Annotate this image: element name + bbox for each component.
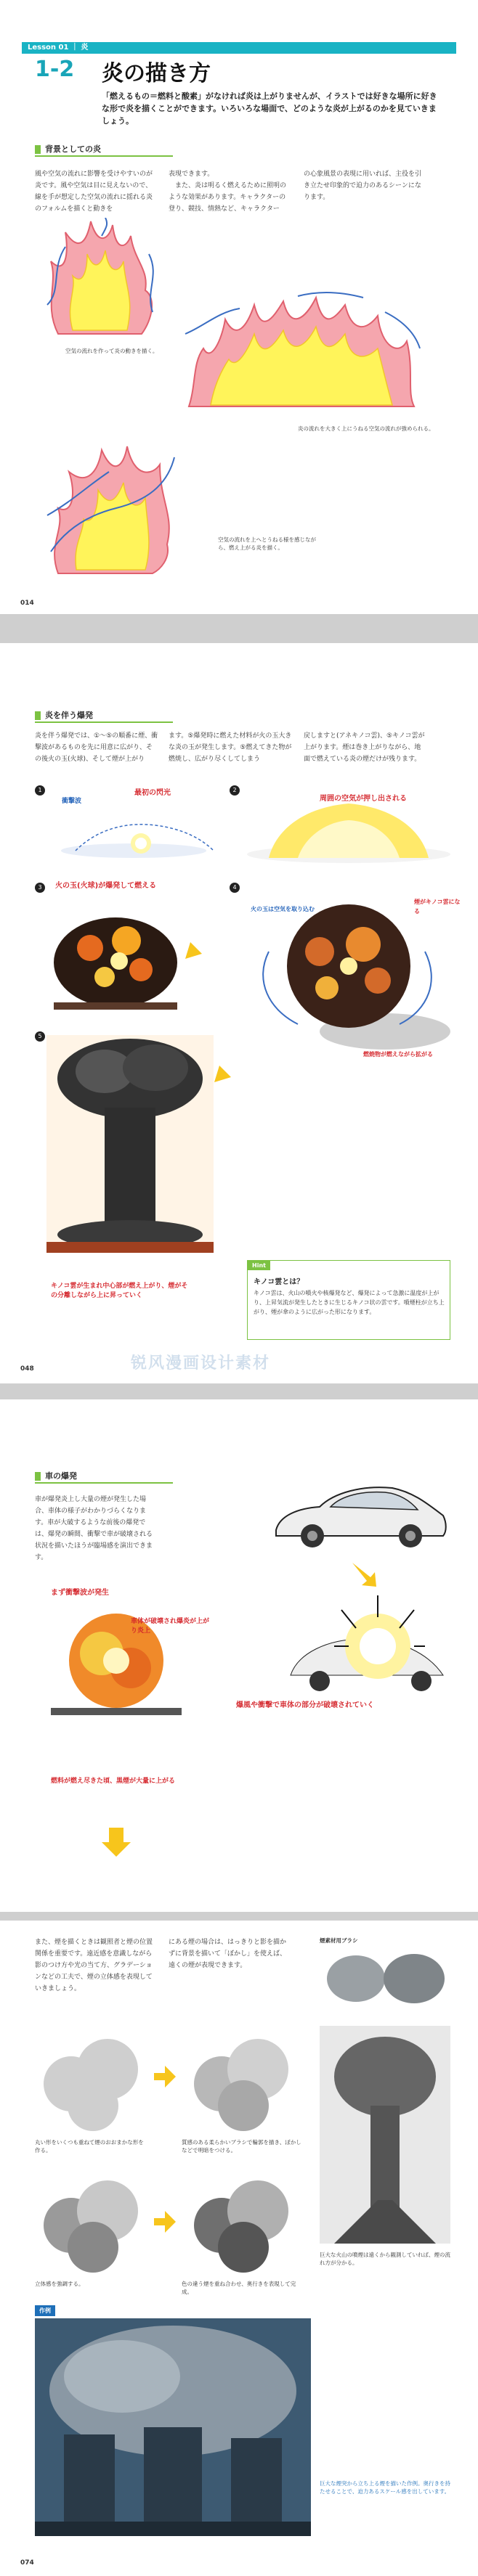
hint-box bbox=[247, 1260, 450, 1340]
brush-label: 煙素材用ブラシ bbox=[320, 1937, 358, 1944]
page-separator bbox=[0, 1383, 478, 1399]
explosion-step-3-fireball bbox=[46, 904, 185, 1013]
hint-heading: キノコ雲とは？ bbox=[254, 1278, 304, 1286]
hint-tag: Hint bbox=[248, 1261, 270, 1270]
car-explosion-step-1 bbox=[269, 1588, 458, 1697]
page-number: 048 bbox=[20, 1365, 34, 1373]
example-illustration bbox=[35, 2318, 311, 2536]
page-074 bbox=[0, 1921, 478, 2576]
section-heading: 炎を伴う爆発 bbox=[35, 708, 173, 723]
step-1-marker: 1 bbox=[35, 785, 45, 796]
page-014 bbox=[0, 0, 478, 614]
caption-2: 炎の流れを大きく上にうねる空気の流れが強められる。 bbox=[298, 425, 434, 432]
step-4-marker: 4 bbox=[230, 883, 240, 893]
step-3-marker: 3 bbox=[35, 883, 45, 893]
brush-sample bbox=[320, 1950, 450, 2008]
watermark: 锐风漫画设计素材 bbox=[131, 1354, 271, 1373]
lesson-bar: Lesson 01 ｜ 炎 bbox=[22, 42, 456, 54]
smoke-caption-4: 色の違う煙を重ね合わせ、奥行きを表現して完成。 bbox=[182, 2281, 296, 2295]
body-column-2: にある煙の場合は、はっきりと影を描かずに背景を描いて「ぼかし」を使えば、遠くの煙が表現できます。 bbox=[169, 1939, 287, 1969]
smoke-step-1 bbox=[35, 2026, 151, 2135]
arrow-icon bbox=[154, 2211, 176, 2233]
body-column-2: 表現できます。 また、炎は明るく燃えるために照明のような効果があります。キャラクターの登り、競技、情熱など、キャラクター bbox=[169, 171, 287, 213]
flame-illustration-2 bbox=[182, 290, 421, 414]
arrow-icon bbox=[182, 926, 225, 962]
page-car-explosion bbox=[0, 1399, 478, 1912]
hint-text: キノコ雲は、火山の噴火や核爆発など、爆発によって急激に温度が上がり、上昇気流が発生したときに生じるキノコ状の雲です。噴煙柱が立ち上がり、煙が傘のように広がった形になります。 bbox=[254, 1290, 445, 1315]
example-caption: 巨大な煙突から立ち上る煙を描いた作例。奥行きを持たせることで、迫力あるスケール感を出しています。 bbox=[320, 2480, 450, 2495]
body-column-3: 戻しますと(アネキノコ雲)、⑤キノコ雲が上がります。煙は巻き上がりながら、地面で燃えている炎の煙だけが残ります。 bbox=[304, 732, 425, 763]
explosion-step-4-mushroom bbox=[240, 894, 450, 1053]
lead-text: 「燃えるもの＝燃料と酸素」がなければ炎は上がりませんが、イラストでは好きな場所に好きな形で炎を描くことができます。いろいろな場面で、どのような炎が上がるのかを見ていきましょう。 bbox=[102, 91, 437, 126]
note-car-destroyed: 爆風や衝撃で車体の部分が破壊されていく bbox=[236, 1701, 374, 1709]
arrow-icon bbox=[211, 1050, 254, 1086]
page-separator bbox=[0, 614, 478, 643]
note-burning-spread: 燃焼物が燃えながら拡がる bbox=[363, 1051, 433, 1058]
body-column-1: また、煙を描くときは観照者と煙の位置関係を重要です。遠近感を意識しながら影のつけ方や光の当て方、グラデーションなどの工夫で、煙の立体感を表現していきましょう。 bbox=[35, 1939, 153, 1992]
arrow-icon bbox=[102, 1828, 131, 1857]
caption-1: 空気の流れを作って炎の動きを描く。 bbox=[65, 348, 158, 354]
note-shockwave: まず衝撃波が発生 bbox=[51, 1589, 109, 1597]
flame-illustration-1 bbox=[36, 218, 167, 341]
page-title: 炎の描き方 bbox=[102, 61, 211, 86]
note-first-flash: 最初の閃光 bbox=[134, 789, 171, 797]
example-tag: 作例 bbox=[35, 2305, 55, 2316]
body-column-2: ます。⑤爆発時に燃えた材料が火の玉大きな炎の玉が発生します。⑤燃えてきた物が燃焼し、広がり尽くしてしまう bbox=[169, 732, 292, 763]
flame-illustration-3 bbox=[44, 436, 182, 581]
lesson-number: 1-2 bbox=[35, 57, 75, 82]
body-column-3: の心象風景の表現に用いれば、主役を引き立たせ印象的で迫力のあるシーンになります。 bbox=[304, 171, 422, 201]
note-fireball: 火の玉(火球)が爆発して燃える bbox=[55, 882, 157, 890]
smoke-caption-1: 丸い形をいくつも重ねて煙のおおまかな形を作る。 bbox=[35, 2139, 144, 2154]
note-cloud-rises: キノコ雲が生まれ中心部が燃え上がり、煙がその分離しながら上に昇っていく bbox=[51, 1283, 188, 1299]
body-column-1: 炎を伴う爆発では、①〜⑤の順番に煙、衝撃波があるものを先に用意に広がり、その後火の玉(火球)、そして煙が上がり bbox=[35, 732, 158, 763]
smoke-caption-2: 質感のある柔らかいブラシで輪郭を描き、ぼかしなどで明暗をつける。 bbox=[182, 2139, 301, 2154]
smoke-step-3 bbox=[35, 2167, 151, 2276]
arrow-icon bbox=[154, 2066, 176, 2088]
body-column: 車が爆発炎上し大量の煙が発生した場合、車体の様子がわかりづらくなります。車が大破するような前後の爆発では、爆発の瞬間、衝撃で車が破壊される状況を描いたほうが臨場感を演出できます。 bbox=[35, 1496, 153, 1561]
page-separator bbox=[0, 1912, 478, 1921]
car-illustration bbox=[269, 1472, 450, 1552]
note-fuel-smoke: 燃料が燃え尽きた頃、黒煙が大量に上がる bbox=[51, 1778, 176, 1785]
volcano-caption: 巨大な火山の噴煙は遠くから観測していれば、煙の流れ方が分かる。 bbox=[320, 2252, 450, 2266]
volcano-smoke-illustration bbox=[320, 2026, 450, 2244]
section-heading: 背景としての炎 bbox=[35, 142, 173, 157]
note-shockwave: 衝撃波 bbox=[62, 798, 82, 805]
caption-3: 空気の流れを上へとうねる様を感じながら、燃え上がる炎を描く。 bbox=[218, 536, 316, 551]
smoke-step-4 bbox=[182, 2167, 305, 2276]
body-column-1: 風や空気の流れに影響を受けやすいのが炎です。風や空気は目に見えないので、線を手が想定した空気の流れに揺れる炎のフォルムを描くと動きを bbox=[35, 171, 153, 213]
arrow-icon bbox=[349, 1559, 378, 1588]
page-number: 074 bbox=[20, 2559, 34, 2567]
page-number: 014 bbox=[20, 600, 34, 607]
section-heading: 車の爆発 bbox=[35, 1469, 173, 1484]
explosion-step-5-smoke bbox=[46, 1035, 214, 1253]
step-5-marker: 5 bbox=[35, 1031, 45, 1042]
step-2-marker: 2 bbox=[230, 785, 240, 796]
note-flame-up: 車体が破壊され爆炎が上がり炎上 bbox=[131, 1618, 210, 1635]
note-air-pushed: 周囲の空気が押し出される bbox=[320, 795, 407, 803]
smoke-caption-3: 立体感を強調する。 bbox=[35, 2281, 84, 2287]
page-048 bbox=[0, 643, 478, 1383]
note-air-intake: 火の玉は空気を取り込む bbox=[251, 906, 315, 912]
note-mushroom: 煙がキノコ雲になる bbox=[414, 899, 461, 915]
smoke-step-2 bbox=[182, 2026, 305, 2135]
